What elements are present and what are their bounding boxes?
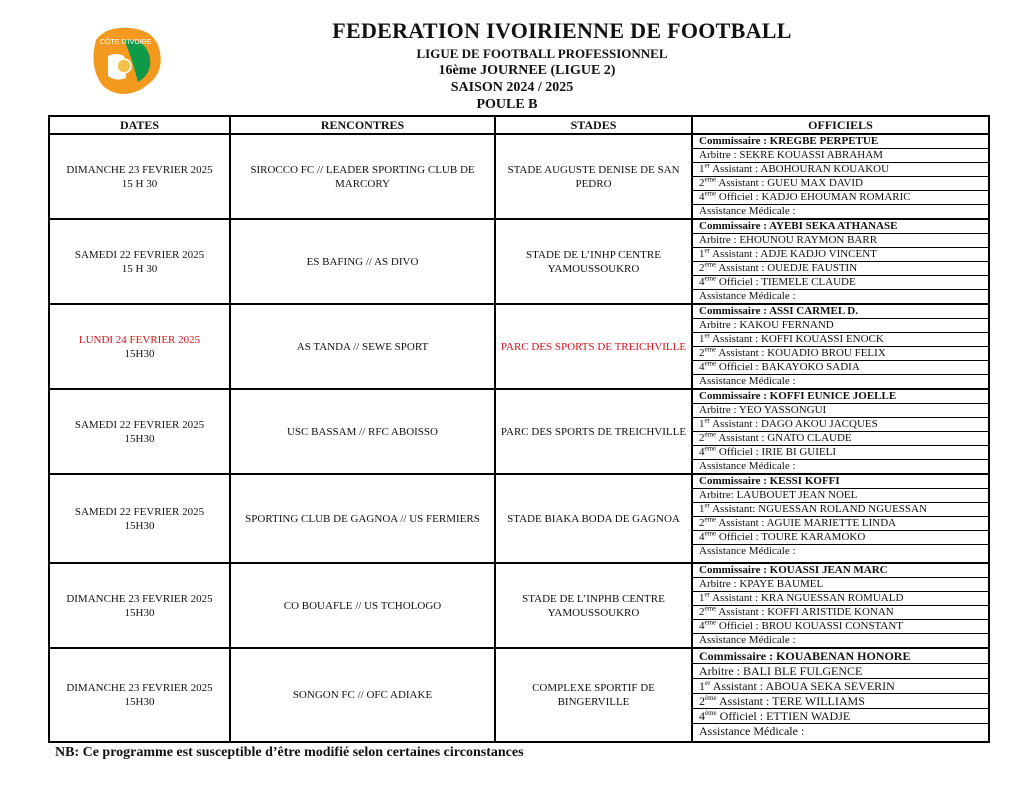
assistant-2: 2ème Assistant : KOFFI ARISTIDE KONAN <box>693 606 988 620</box>
assistant-2: 2ème Assistant : AGUIE MARIETTE LINDA <box>693 517 988 531</box>
table-row <box>49 389 989 474</box>
medical-assistance: Assistance Médicale : <box>699 545 796 557</box>
medical-assistance: Assistance Médicale : <box>699 724 805 738</box>
commissaire: Commissaire : KOUABENAN HONORE <box>693 649 988 664</box>
match-name: SONGON FC // OFC ADIAKE <box>292 689 433 701</box>
referee: Arbitre : EHOUNOU RAYMON BARR <box>693 234 988 248</box>
match-date: DIMANCHE 23 FEVRIER 2025 <box>66 163 213 176</box>
match-name: ES BAFING // AS DIVO <box>306 255 419 268</box>
league-name: LIGUE DE FOOTBALL PROFESSIONNEL <box>416 46 668 61</box>
stadium-cell <box>495 389 692 474</box>
match-cell <box>230 219 495 304</box>
commissaire: Commissaire : KESSI KOFFI <box>693 475 988 489</box>
officials-cell <box>692 304 989 389</box>
match-cell <box>230 563 495 648</box>
match-cell <box>230 304 495 389</box>
stadium-name: PARC DES SPORTS DE TREICHVILLE <box>500 340 687 353</box>
col-header-dates: DATES <box>49 116 230 134</box>
match-cell <box>230 648 495 742</box>
officials-cell <box>692 389 989 474</box>
referee: Arbitre: LAUBOUET JEAN NOEL <box>693 489 988 503</box>
commissaire: Commissaire : AYEBI SEKA ATHANASE <box>693 220 988 234</box>
medical-assistance: Assistance Médicale : <box>699 460 796 472</box>
commissaire: Commissaire : KOFFI EUNICE JOELLE <box>693 390 988 404</box>
date-cell <box>49 648 230 742</box>
date-cell <box>49 219 230 304</box>
officials-cell <box>692 134 989 219</box>
officials-cell <box>692 563 989 648</box>
fourth-official: 4ème Officiel : ETTIEN WADJE <box>693 709 988 724</box>
col-header-stadiums: STADES <box>495 116 692 134</box>
fourth-official: 4ème Officiel : TOURE KARAMOKO <box>693 531 988 545</box>
stadium-name: COMPLEXE SPORTIF DE BINGERVILLE <box>532 682 655 708</box>
assistant-2: 2ème Assistant : OUEDJE FAUSTIN <box>693 262 988 276</box>
table-row <box>49 219 989 304</box>
commissaire: Commissaire : KOUASSI JEAN MARC <box>693 564 988 578</box>
fourth-official: 4ème Officiel : BAKAYOKO SADIA <box>693 361 988 375</box>
stadium-name: STADE AUGUSTE DENISE DE SAN PEDRO <box>507 163 680 190</box>
match-date: LUNDI 24 FEVRIER 2025 <box>78 333 201 346</box>
match-date: SAMEDI 22 FEVRIER 2025 <box>74 248 205 261</box>
match-time: 15H30 <box>124 347 155 360</box>
medical-assistance: Assistance Médicale : <box>699 205 796 217</box>
season-label: SAISON 2024 / 2025 <box>450 80 574 95</box>
match-cell <box>230 134 495 219</box>
logo-text: CÔTE D'IVOIRE <box>100 39 152 46</box>
match-name: AS TANDA // SEWE SPORT <box>296 340 429 353</box>
table-row <box>49 134 989 219</box>
referee: Arbitre : BALI BLE FULGENCE <box>693 664 988 679</box>
fourth-official: 4ème Officiel : BROU KOUASSI CONSTANT <box>693 620 988 634</box>
stadium-cell <box>495 474 692 563</box>
match-name: CO BOUAFLE // US TCHOLOGO <box>283 599 442 612</box>
officials-cell <box>692 474 989 563</box>
stadium-cell <box>495 219 692 304</box>
group-label: POULE B <box>476 97 538 112</box>
assistant-2: 2ème Assistant : KOUADIO BROU FELIX <box>693 347 988 361</box>
fourth-official: 4ème Officiel : KADJO EHOUMAN ROMARIC <box>693 191 988 205</box>
table-row <box>49 648 989 742</box>
medical-assistance: Assistance Médicale : <box>699 290 796 302</box>
fourth-official: 4ème Officiel : TIEMELE CLAUDE <box>693 276 988 290</box>
referee: Arbitre : KAKOU FERNAND <box>693 319 988 333</box>
match-date: SAMEDI 22 FEVRIER 2025 <box>74 418 205 431</box>
match-name: USC BASSAM // RFC ABOISSO <box>286 425 438 438</box>
col-header-matches: RENCONTRES <box>230 116 495 134</box>
date-cell <box>49 389 230 474</box>
stadium-name: STADE DE L’INHP CENTRE YAMOUSSOUKRO <box>526 248 661 275</box>
table-header-row <box>49 116 989 134</box>
match-date: DIMANCHE 23 FEVRIER 2025 <box>66 592 213 605</box>
assistant-1: 1er Assistant : ABOUA SEKA SEVERIN <box>693 679 988 694</box>
stadium-cell <box>495 304 692 389</box>
match-cell <box>230 474 495 563</box>
assistant-1: 1er Assistant : KRA NGUESSAN ROMUALD <box>693 592 988 606</box>
assistant-1: 1er Assistant: NGUESSAN ROLAND NGUESSAN <box>693 503 988 517</box>
fourth-official: 4ème Officiel : IRIE BI GUIELI <box>693 446 988 460</box>
stadium-name: STADE DE L’INPHB CENTRE YAMOUSSOUKRO <box>522 592 665 619</box>
officials-cell <box>692 648 989 742</box>
match-name: SPORTING CLUB DE GAGNOA // US FERMIERS <box>245 512 480 525</box>
match-date: SAMEDI 22 FEVRIER 2025 <box>74 505 205 518</box>
assistant-1: 1er Assistant : ADJE KADJO VINCENT <box>693 248 988 262</box>
federation-title: FEDERATION IVOIRIENNE DE FOOTBALL <box>332 18 792 43</box>
date-cell <box>49 563 230 648</box>
assistant-2: 2ème Assistant : GNATO CLAUDE <box>693 432 988 446</box>
medical-assistance: Assistance Médicale : <box>699 634 796 646</box>
stadium-name: PARC DES SPORTS DE TREICHVILLE <box>500 425 687 438</box>
assistant-2: 2ème Assistant : GUEU MAX DAVID <box>693 177 988 191</box>
commissaire: Commissaire : KREGBE PERPETUE <box>693 135 988 149</box>
match-time: 15H30 <box>124 696 155 708</box>
referee: Arbitre : KPAYE BAUMEL <box>693 578 988 592</box>
match-time: 15H30 <box>124 432 155 445</box>
stadium-cell <box>495 563 692 648</box>
match-time: 15H30 <box>124 519 155 532</box>
match-time: 15H30 <box>124 606 155 619</box>
officials-cell <box>692 219 989 304</box>
match-name: SIROCCO FC // LEADER SPORTING CLUB DE MARCORY <box>250 163 475 190</box>
commissaire: Commissaire : ASSI CARMEL D. <box>693 305 988 319</box>
referee: Arbitre : SEKRE KOUASSI ABRAHAM <box>693 149 988 163</box>
assistant-1: 1er Assistant : DAGO AKOU JACQUES <box>693 418 988 432</box>
date-cell <box>49 474 230 563</box>
match-time: 15 H 30 <box>121 177 158 190</box>
match-time: 15 H 30 <box>121 262 158 275</box>
round-label: 16ème JOURNEE (LIGUE 2) <box>438 63 616 78</box>
date-cell <box>49 134 230 219</box>
medical-assistance: Assistance Médicale : <box>699 375 796 387</box>
table-row <box>49 563 989 648</box>
match-date: DIMANCHE 23 FEVRIER 2025 <box>66 682 213 694</box>
table-row <box>49 474 989 563</box>
table-row <box>49 304 989 389</box>
stadium-name: STADE BIAKA BODA DE GAGNOA <box>507 512 680 525</box>
stadium-cell <box>495 134 692 219</box>
assistant-1: 1er Assistant : ABOHOURAN KOUAKOU <box>693 163 988 177</box>
assistant-1: 1er Assistant : KOFFI KOUASSI ENOCK <box>693 333 988 347</box>
referee: Arbitre : YEO YASSONGUI <box>693 404 988 418</box>
match-cell <box>230 389 495 474</box>
footnote: NB: Ce programme est susceptible d’être modifié selon certaines circonstances <box>55 745 524 760</box>
col-header-officials: OFFICIELS <box>692 116 989 134</box>
stadium-cell <box>495 648 692 742</box>
fixtures-table <box>48 115 990 743</box>
date-cell <box>49 304 230 389</box>
assistant-2: 2ème Assistant : TERE WILLIAMS <box>693 694 988 709</box>
